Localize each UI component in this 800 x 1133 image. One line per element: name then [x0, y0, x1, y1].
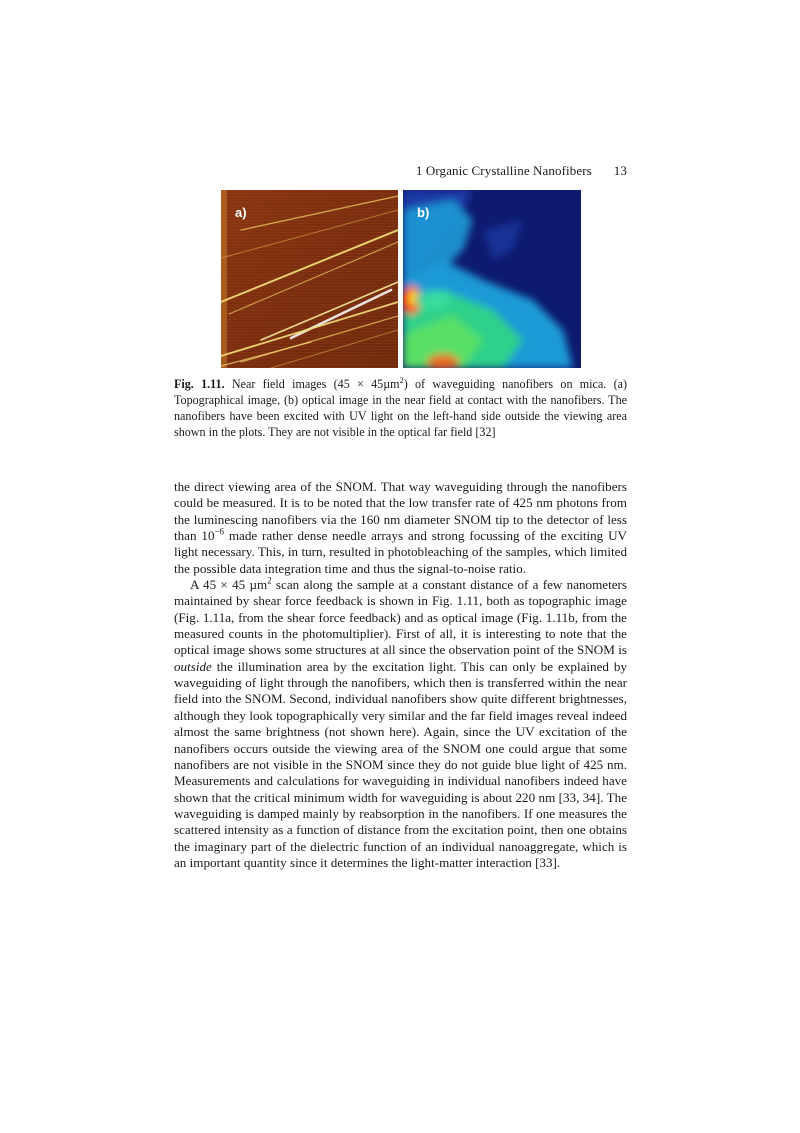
optical-image-panel	[403, 190, 581, 368]
topography-image	[221, 190, 398, 368]
page-number: 13	[613, 163, 627, 178]
figure-caption	[174, 376, 627, 440]
body-text	[174, 479, 627, 871]
paragraph-2-text-b: scan along the sample at a constant distance of a few nanometers maintained by shear force feedback is shown in Fig. 1.11, both as topographic image (Fig. 1.11a, from the shear force feedback) and as optical image (Fig. 1.11b, from the measured counts in the photomultiplier). First of all, it is interesting to note that the optical image shows some structures at all since the observation point of the SNOM is	[174, 577, 627, 658]
caption-text-1: Near field images (45 × 45µm	[224, 377, 400, 391]
caption-superscript: 2	[399, 375, 404, 385]
paragraph-2-superscript: 2	[267, 575, 272, 586]
panel-a-label: a)	[235, 205, 247, 220]
running-head	[174, 163, 627, 179]
running-title: 1 Organic Crystalline Nanofibers	[415, 163, 592, 178]
paragraph-2-text-c: the illumination area by the excitation light. This can only be explained by waveguiding of light through the nanofibers, which then is transferred within the near field into the SNOM. Second, individual nanofibers show quite different brightnesses, although they look topographically very similar and the far field images reveal indeed almost the same brightness (not shown here). Again, since the UV excitation of the nanofibers occurs outside the viewing area of the SNOM one could argue that some nanofibers are not visible in the SNOM since they do not guide blue light of 425 nm. Measurements and calculations for waveguiding in individual nanofibers indeed have shown that the critical minimum width for waveguiding is about 220 nm [33, 34]. The waveguiding is damped mainly by reabsorption in the nanofibers. If one measures the scattered intensity as a function of distance from the excitation point, then one obtains the imaginary part of the dielectric function of an individual nanoaggregate, which is an important quantity since it determines the light-matter interaction [33].	[174, 658, 627, 870]
figure-1-11	[221, 190, 581, 368]
paragraph-2-text-a: A 45 × 45 µm	[190, 577, 268, 593]
topography-image-panel	[221, 190, 398, 368]
caption-text-2: ) of waveguiding nanofibers on mica. (a) Topographical image, (b) optical image in the near field at contact with the nanofibers. The nanofibers have been excited with UV light on the left-hand side outside the viewing area shown in the plots. They are not visible in the optical far field [32]	[174, 377, 627, 439]
paragraph-1-text-a: the direct viewing area of the SNOM. That way waveguiding through the nanofibers could be measured. It is to be noted that the low transfer rate of 425 nm photons from the luminescing nanofibers via the 160 nm diameter SNOM tip to the detector of less than 10	[174, 479, 627, 544]
panel-b-label: b)	[417, 205, 430, 220]
paragraph-1-text-b: made rather dense needle arrays and strong focussing of the exciting UV light necessary. This, in turn, resulted in photobleaching of the samples, which limited the possible data integration time and thus the signal-to-noise ratio.	[174, 528, 627, 576]
paragraph-1	[174, 479, 627, 577]
paragraph-2-emphasis: outside	[174, 658, 212, 674]
figure-label: Fig. 1.11.	[174, 377, 225, 391]
paragraph-1-superscript: −6	[214, 526, 224, 537]
paragraph-2	[174, 577, 627, 871]
optical-image	[403, 190, 581, 368]
